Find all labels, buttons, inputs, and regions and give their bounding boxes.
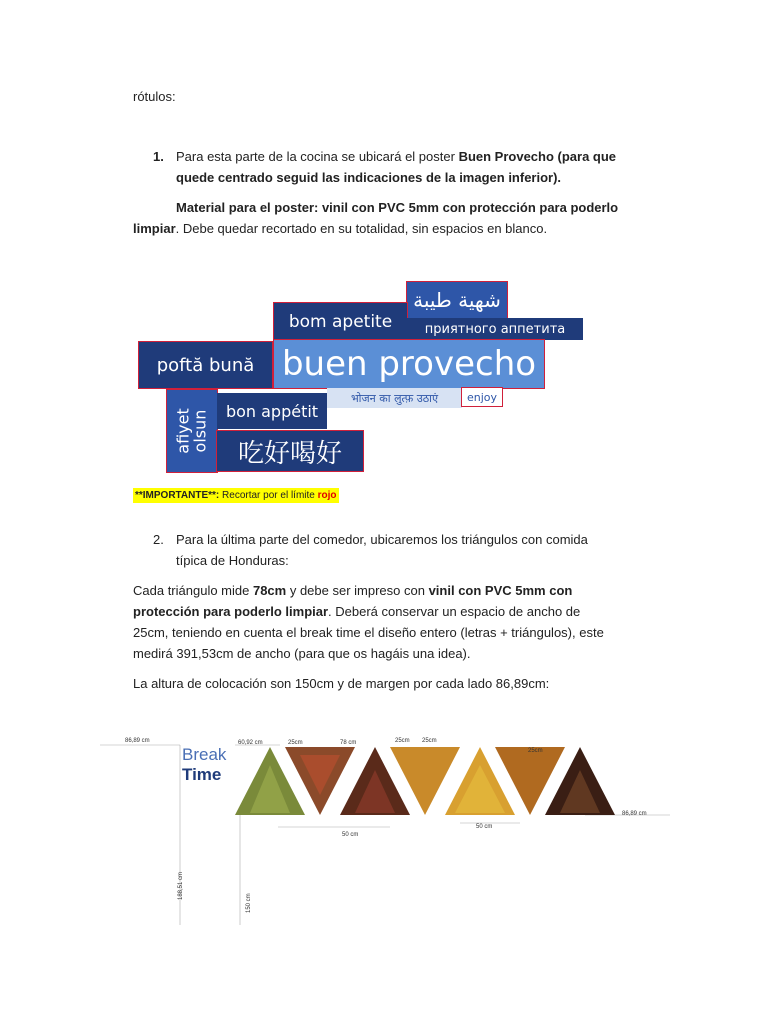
poster-portuguese: bom apetite (274, 303, 407, 341)
poster-arabic: شهية طيبة (407, 282, 507, 318)
poster-french: bon appétit (217, 393, 327, 429)
para1-size: 78cm (252, 583, 287, 598)
dim-height-total: 188,51 cm (178, 871, 184, 900)
poster-turkish-line1: afiyet (174, 408, 193, 454)
important-label: **IMPORTANTE**: (135, 490, 220, 501)
dim-25cm-b: 25cm (395, 738, 410, 744)
dim-78cm: 78 cm (340, 740, 357, 746)
poster-turkish-line2: olsun (191, 409, 210, 453)
list-item-2 (176, 529, 656, 571)
dim-25cm-d: 25cm (528, 748, 543, 754)
poster-hindi: भोजन का लुत्फ़ उठाएं (327, 388, 462, 408)
poster-russian: приятного аппетита (407, 318, 583, 340)
dim-60-92: 60,92 cm (238, 740, 263, 746)
para1-a: Cada triángulo mide (133, 583, 253, 598)
list-number-1: 1. (153, 149, 164, 164)
important-red-word: rojo (317, 490, 337, 501)
dim-25cm-a: 25cm (288, 740, 303, 746)
poster-chinese: 吃好喝好 (217, 431, 363, 471)
para1-c: y debe ser impreso con (286, 583, 429, 598)
height-paragraph: La altura de colocación son 150cm y de margen por cada lado 86,89cm: (133, 676, 550, 691)
para1-protection: protección para poderlo limpiar (133, 604, 329, 619)
list-item-1 (176, 146, 646, 188)
para1-line4: medirá 391,53cm de ancho (para que os hagáis una idea). (133, 646, 471, 661)
diagram-break-label: Break (182, 745, 227, 764)
material-paragraph (133, 197, 653, 239)
dim-right-margin: 86,89 cm (622, 811, 647, 817)
item2-line2: típica de Honduras: (176, 553, 289, 568)
para1-material: vinil con PVC 5mm con (428, 583, 573, 598)
material-bold-2: limpiar (133, 221, 176, 236)
dim-50cm-a: 50 cm (342, 832, 359, 838)
dim-left-margin: 86,89 cm (125, 738, 150, 744)
poster-spanish: buen provecho (274, 340, 544, 388)
material-rest: . Debe quedar recortado en su totalidad, sin espacios en blanco. (175, 221, 548, 236)
para1-line3: 25cm, teniendo en cuenta el break time el diseño entero (letras + triángulos), este (133, 625, 604, 640)
poster-romanian: poftă bună (139, 342, 272, 388)
item1-text: Para esta parte de la cocina se ubicará el poster (176, 149, 459, 164)
dim-25cm-c: 25cm (422, 738, 437, 744)
poster-english: enjoy (462, 388, 502, 406)
triangles-paragraph (133, 580, 653, 664)
diagram-time-label: Time (182, 765, 222, 784)
dim-height-150: 150 cm (246, 893, 252, 913)
dim-50cm-b: 50 cm (476, 824, 493, 830)
item1-line2: quede centrado seguid las indicaciones de la imagen inferior). (176, 170, 562, 185)
item1-bold: Buen Provecho (para que (458, 149, 617, 164)
intro-text: rótulos: (133, 89, 176, 104)
list-number-2: 2. (153, 532, 164, 547)
buen-provecho-poster (137, 280, 583, 475)
poster-turkish (167, 390, 217, 472)
material-bold: Material para el poster: vinil con PVC 5mm con protección para poderlo (176, 200, 619, 215)
para1-f: . Deberá conservar un espacio de ancho de (328, 604, 581, 619)
break-time-diagram (100, 735, 675, 925)
important-note (133, 488, 339, 503)
important-text: Recortar por el límite (219, 490, 318, 501)
item2-line1: Para la última parte del comedor, ubicaremos los triángulos con comida (176, 532, 588, 547)
